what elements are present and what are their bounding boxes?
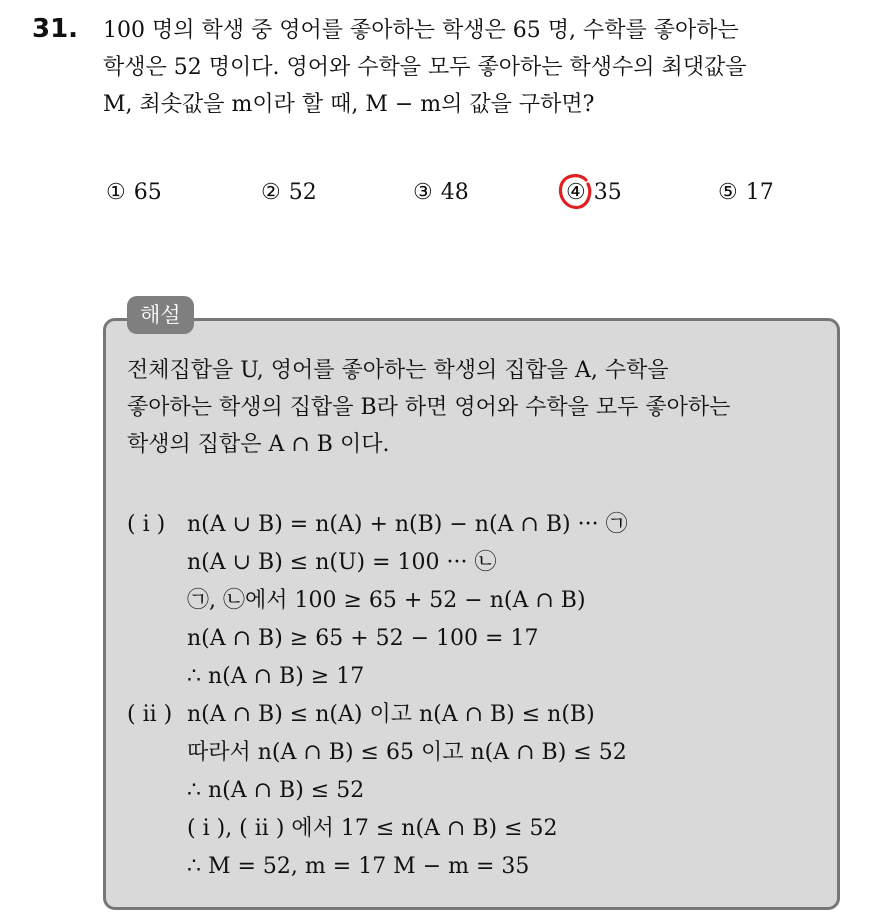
case-label-ii: ( ii )	[127, 702, 173, 727]
choice-1-value: 65	[133, 180, 162, 205]
solution-intro-line: 학생의 집합은 A ∩ B 이다.	[127, 432, 390, 457]
solution-intro-line: 좋아하는 학생의 집합을 B라 하면 영어와 수학을 모두 좋아하는	[127, 395, 731, 420]
question-number: 31.	[32, 14, 79, 44]
math-line: n(A ∪ B) ≤ n(U) = 100 ··· ㉡	[187, 550, 497, 575]
math-line: ∴ n(A ∩ B) ≤ 52	[187, 778, 365, 803]
math-line: ∴ n(A ∩ B) ≥ 17	[187, 664, 365, 689]
choice-4[interactable]	[566, 180, 622, 205]
math-line: n(A ∩ B) ≥ 65 + 52 − 100 = 17	[187, 626, 539, 651]
choice-3[interactable]	[413, 180, 469, 205]
solution-intro	[127, 352, 827, 463]
choice-2[interactable]	[261, 180, 317, 205]
math-line: n(A ∩ B) ≤ n(A) 이고 n(A ∩ B) ≤ n(B)	[187, 702, 595, 727]
question-text	[103, 12, 863, 123]
choice-5-value: 17	[745, 180, 774, 205]
math-line: ( i ), ( ii ) 에서 17 ≤ n(A ∩ B) ≤ 52	[187, 816, 558, 841]
solution-tag: 해설	[127, 296, 194, 334]
choice-4-value: 35	[593, 180, 622, 205]
question-line: 학생은 52 명이다. 영어와 수학을 모두 좋아하는 학생수의 최댓값을	[103, 55, 747, 80]
answer-choices	[106, 180, 846, 214]
question-line: 100 명의 학생 중 영어를 좋아하는 학생은 65 명, 수학를 좋아하는	[103, 18, 739, 43]
choice-2-mark: ②	[261, 180, 281, 205]
math-line: n(A ∪ B) = n(A) + n(B) − n(A ∩ B) ··· ㉠	[187, 512, 628, 537]
choice-1[interactable]	[106, 180, 162, 205]
case-label-i: ( i )	[127, 512, 166, 537]
choice-3-value: 48	[440, 180, 469, 205]
math-line: ∴ M = 52, m = 17 M − m = 35	[187, 854, 530, 879]
choice-1-mark: ①	[106, 180, 126, 205]
choice-4-mark-text: ④	[566, 180, 586, 205]
choice-3-mark: ③	[413, 180, 433, 205]
math-line: ㉠, ㉡에서 100 ≥ 65 + 52 − n(A ∩ B)	[187, 588, 586, 613]
choice-4-mark	[566, 180, 586, 205]
choice-2-value: 52	[288, 180, 317, 205]
choice-5[interactable]	[718, 180, 774, 205]
math-line: 따라서 n(A ∩ B) ≤ 65 이고 n(A ∩ B) ≤ 52	[187, 740, 627, 765]
answer-circle-mark	[556, 172, 594, 212]
choice-5-mark: ⑤	[718, 180, 738, 205]
question-line: M, 최솟값을 m이라 할 때, M − m의 값을 구하면?	[103, 92, 595, 117]
solution-intro-line: 전체집합을 U, 영어를 좋아하는 학생의 집합을 A, 수학을	[127, 358, 669, 383]
